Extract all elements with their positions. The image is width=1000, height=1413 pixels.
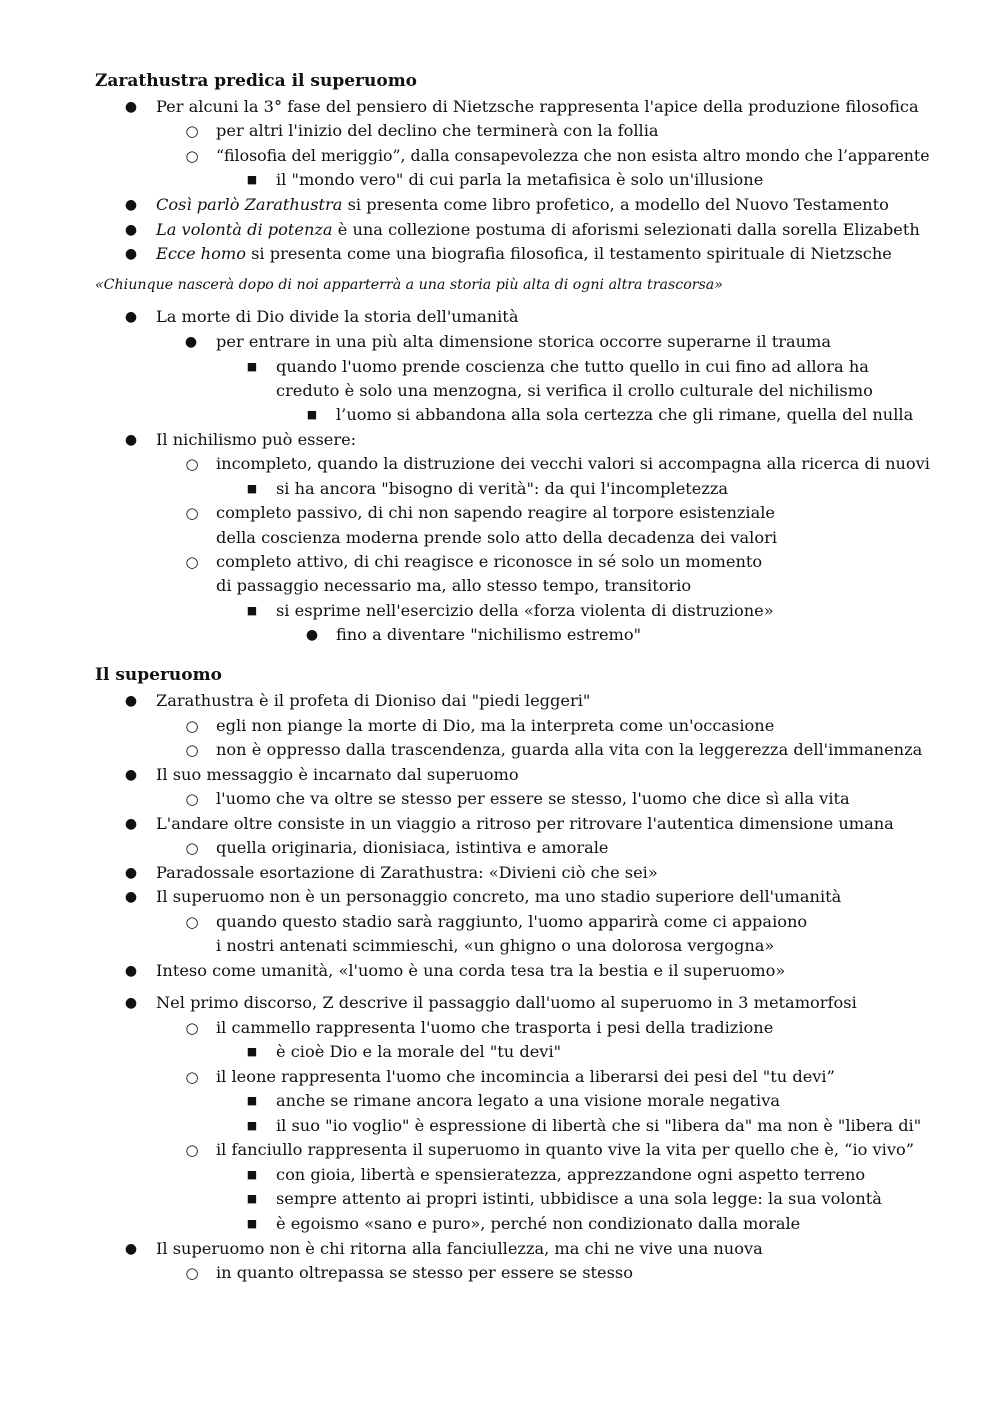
list-item: il cammello rappresenta l'uomo che trasporta i pesi della tradizione bbox=[216, 1018, 774, 1037]
disc-bullet-icon: ● bbox=[184, 334, 198, 350]
list-item: L'andare oltre consiste in un viaggio a ritroso per ritrovare l'autentica dimensione umana bbox=[156, 814, 894, 833]
disc-bullet-icon: ● bbox=[124, 1241, 138, 1257]
list-item: anche se rimane ancora legato a una visione morale negativa bbox=[276, 1091, 781, 1110]
list-item: sempre attento ai propri istinti, ubbidisce a una sola legge: la sua volontà bbox=[276, 1189, 882, 1208]
disc-bullet-icon: ● bbox=[124, 197, 138, 213]
list-item: quella originaria, dionisiaca, istintiva e amorale bbox=[216, 838, 609, 857]
circle-bullet-icon: ○ bbox=[185, 455, 199, 473]
circle-bullet-icon: ○ bbox=[185, 553, 199, 571]
disc-bullet-icon: ● bbox=[124, 246, 138, 262]
list-item: incompleto, quando la distruzione dei vecchi valori si accompagna alla ricerca di nuovi bbox=[216, 454, 930, 473]
list-item: si ha ancora "bisogno di verità": da qui l'incompletezza bbox=[276, 479, 729, 498]
disc-bullet-icon: ● bbox=[124, 99, 138, 115]
list-item: La morte di Dio divide la storia dell'umanità bbox=[156, 307, 519, 326]
item-text: si presenta come una biografia filosofica, il testamento spirituale di Nietzsche bbox=[245, 244, 892, 263]
circle-bullet-icon: ○ bbox=[185, 839, 199, 857]
list-item: quando questo stadio sarà raggiunto, l'uomo apparirà come ci appaiono bbox=[216, 912, 808, 931]
disc-bullet-icon: ● bbox=[124, 222, 138, 238]
square-bullet-icon: ■ bbox=[246, 1094, 258, 1107]
disc-bullet-icon: ● bbox=[124, 995, 138, 1011]
disc-bullet-icon: ● bbox=[124, 963, 138, 979]
list-item: il "mondo vero" di cui parla la metafisica è solo un'illusione bbox=[276, 170, 764, 189]
list-item: Paradossale esortazione di Zarathustra: «Divieni ciò che sei» bbox=[156, 863, 658, 882]
list-item: è cioè Dio e la morale del "tu devi" bbox=[276, 1042, 562, 1061]
circle-bullet-icon: ○ bbox=[185, 913, 199, 931]
list-item: egli non piange la morte di Dio, ma la interpreta come un'occasione bbox=[216, 716, 775, 735]
square-bullet-icon: ■ bbox=[246, 1168, 258, 1181]
list-item: fino a diventare "nichilismo estremo" bbox=[336, 625, 642, 644]
disc-bullet-icon: ● bbox=[124, 767, 138, 783]
list-item: Inteso come umanità, «l'uomo è una corda tesa tra la bestia e il superuomo» bbox=[156, 961, 786, 980]
square-bullet-icon: ■ bbox=[246, 360, 258, 373]
square-bullet-icon: ■ bbox=[246, 482, 258, 495]
list-item: l'uomo che va oltre se stesso per essere se stesso, l'uomo che dice sì alla vita bbox=[216, 789, 850, 808]
circle-bullet-icon: ○ bbox=[185, 147, 199, 165]
section-heading: Zarathustra predica il superuomo bbox=[95, 71, 418, 91]
list-item: si esprime nell'esercizio della «forza violenta di distruzione» bbox=[276, 601, 774, 620]
square-bullet-icon: ■ bbox=[246, 1192, 258, 1205]
circle-bullet-icon: ○ bbox=[185, 717, 199, 735]
book-title: La volontà di potenza bbox=[156, 220, 333, 239]
list-item: per entrare in una più alta dimensione storica occorre superarne il trauma bbox=[216, 332, 832, 351]
list-item: il fanciullo rappresenta il superuomo in quanto vive la vita per quello che è, “io vivo” bbox=[216, 1140, 915, 1159]
list-item: in quanto oltrepassa se stesso per essere se stesso bbox=[216, 1263, 633, 1282]
list-item: Il suo messaggio è incarnato dal superuomo bbox=[156, 765, 519, 784]
list-item: completo attivo, di chi reagisce e riconosce in sé solo un momento bbox=[216, 552, 763, 571]
circle-bullet-icon: ○ bbox=[185, 1068, 199, 1086]
list-item: Il nichilismo può essere: bbox=[156, 430, 357, 449]
circle-bullet-icon: ○ bbox=[185, 1141, 199, 1159]
item-text: si presenta come libro profetico, a modello del Nuovo Testamento bbox=[342, 195, 889, 214]
square-bullet-icon: ■ bbox=[246, 604, 258, 617]
disc-bullet-icon: ● bbox=[124, 432, 138, 448]
book-title: Ecce homo bbox=[156, 244, 246, 263]
disc-bullet-icon: ● bbox=[124, 309, 138, 325]
list-item-continuation: creduto è solo una menzogna, si verifica il crollo culturale del nichilismo bbox=[276, 381, 873, 400]
list-item: completo passivo, di chi non sapendo reagire al torpore esistenziale bbox=[216, 503, 775, 522]
disc-bullet-icon: ● bbox=[124, 693, 138, 709]
list-item: quando l'uomo prende coscienza che tutto quello in cui fino ad allora ha bbox=[276, 357, 869, 376]
square-bullet-icon: ■ bbox=[246, 173, 258, 186]
item-text: è una collezione postuma di aforismi selezionati dalla sorella Elizabeth bbox=[332, 220, 920, 239]
book-title: Così parlò Zarathustra bbox=[156, 195, 343, 214]
list-item: Nel primo discorso, Z descrive il passaggio dall'uomo al superuomo in 3 metamorfosi bbox=[156, 993, 857, 1012]
quote: «Chiunque nascerà dopo di noi apparterrà a una storia più alta di ogni altra trascorsa» bbox=[95, 277, 723, 293]
disc-bullet-icon: ● bbox=[305, 627, 319, 643]
list-item: Il superuomo non è chi ritorna alla fanciullezza, ma chi ne vive una nuova bbox=[156, 1239, 763, 1258]
square-bullet-icon: ■ bbox=[246, 1045, 258, 1058]
list-item bbox=[156, 219, 920, 241]
list-item: Zarathustra è il profeta di Dioniso dai "piedi leggeri" bbox=[156, 691, 591, 710]
list-item-continuation: i nostri antenati scimmieschi, «un ghigno o una dolorosa vergogna» bbox=[216, 936, 775, 955]
disc-bullet-icon: ● bbox=[124, 816, 138, 832]
circle-bullet-icon: ○ bbox=[185, 122, 199, 140]
square-bullet-icon: ■ bbox=[306, 408, 318, 421]
list-item: l’uomo si abbandona alla sola certezza che gli rimane, quella del nulla bbox=[336, 405, 914, 424]
circle-bullet-icon: ○ bbox=[185, 741, 199, 759]
list-item: Per alcuni la 3° fase del pensiero di Nietzsche rappresenta l'apice della produzione filosofica bbox=[156, 97, 919, 116]
list-item bbox=[156, 243, 892, 265]
circle-bullet-icon: ○ bbox=[185, 1264, 199, 1282]
disc-bullet-icon: ● bbox=[124, 865, 138, 881]
list-item: non è oppresso dalla trascendenza, guarda alla vita con la leggerezza dell'immanenza bbox=[216, 740, 923, 759]
list-item: “filosofia del meriggio”, dalla consapevolezza che non esista altro mondo che l’apparente bbox=[216, 146, 930, 165]
list-item: Il superuomo non è un personaggio concreto, ma uno stadio superiore dell'umanità bbox=[156, 887, 842, 906]
list-item-continuation: di passaggio necessario ma, allo stesso tempo, transitorio bbox=[216, 576, 692, 595]
circle-bullet-icon: ○ bbox=[185, 1019, 199, 1037]
list-item: con gioia, libertà e spensieratezza, apprezzandone ogni aspetto terreno bbox=[276, 1165, 866, 1184]
list-item: per altri l'inizio del declino che terminerà con la follia bbox=[216, 121, 659, 140]
square-bullet-icon: ■ bbox=[246, 1217, 258, 1230]
list-item-continuation: della coscienza moderna prende solo atto della decadenza dei valori bbox=[216, 528, 777, 547]
disc-bullet-icon: ● bbox=[124, 889, 138, 905]
circle-bullet-icon: ○ bbox=[185, 504, 199, 522]
list-item: il suo "io voglio" è espressione di libertà che si "libera da" ma non è "libera di" bbox=[276, 1116, 922, 1135]
list-item: il leone rappresenta l'uomo che incomincia a liberarsi dei pesi del "tu devi” bbox=[216, 1067, 835, 1086]
list-item: è egoismo «sano e puro», perché non condizionato dalla morale bbox=[276, 1214, 801, 1233]
section-heading: Il superuomo bbox=[95, 665, 222, 685]
circle-bullet-icon: ○ bbox=[185, 790, 199, 808]
square-bullet-icon: ■ bbox=[246, 1119, 258, 1132]
list-item bbox=[156, 194, 889, 216]
